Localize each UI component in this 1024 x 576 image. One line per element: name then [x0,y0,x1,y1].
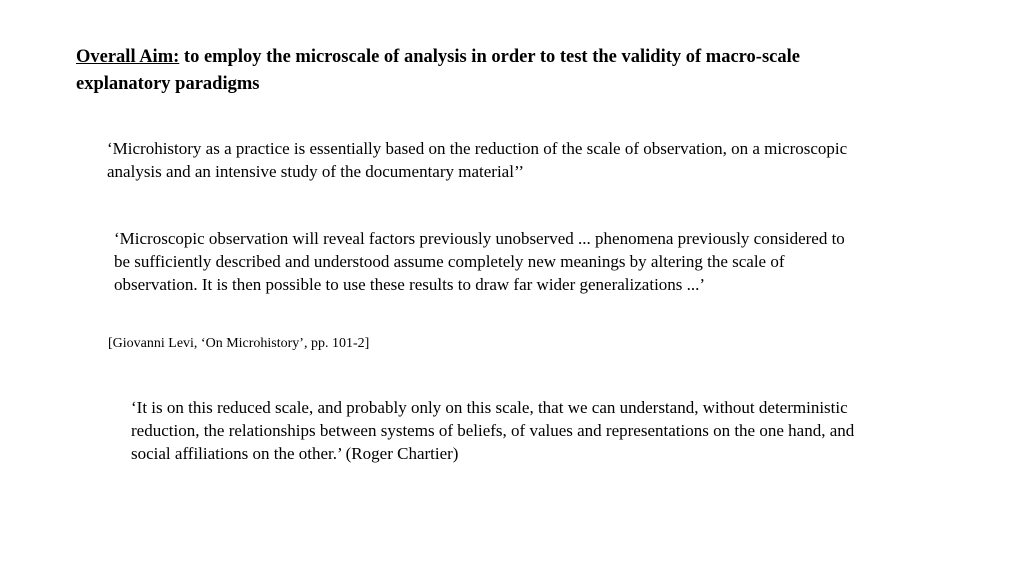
microscopic-observation-quote: ‘Microscopic observation will reveal factors previously unobserved ... phenomena previously considered to be sufficiently described and understood assume completely new meanings by altering the scale of observation. It is then possible to use these results to draw far wider generalizations ...’ [114,229,845,294]
overall-aim-label: Overall Aim: [76,47,180,67]
overall-aim-heading [76,44,836,98]
levi-citation: [Giovanni Levi, ‘On Microhistory’, pp. 101-2] [108,336,370,351]
chartier-quote: ‘It is on this reduced scale, and probably only on this scale, that we can understand, without deterministic reduction, the relationships between systems of beliefs, of values and representations on the one hand, and social affiliations on the other.’ (Roger Chartier) [131,398,855,463]
microhistory-quote: ‘Microhistory as a practice is essentially based on the reduction of the scale of observation, on a microscopic analysis and an intensive study of the documentary material’’ [107,139,848,181]
overall-aim-text: to employ the microscale of analysis in order to test the validity of macro-scale explanatory paradigms [76,47,800,94]
